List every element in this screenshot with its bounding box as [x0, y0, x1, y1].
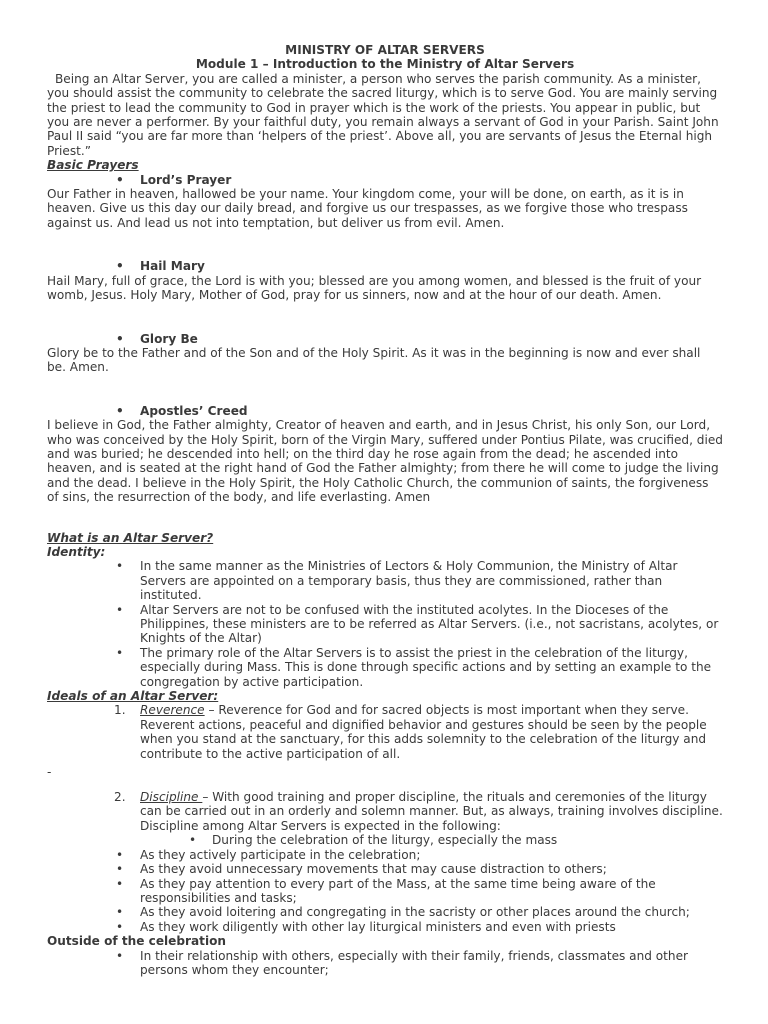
list-item: [47, 949, 723, 978]
bullet-icon: •: [116, 403, 124, 418]
ideal-term: Reverence: [140, 703, 205, 718]
spacer: [47, 303, 723, 332]
list-item-text: In the same manner as the Ministries of Lectors & Holy Communion, the Ministry of Altar Servers are appointed on a temporary basis, thus they are commissioned, rather than instituted.: [140, 559, 678, 603]
prayer-heading-lords-prayer: [47, 173, 723, 187]
bullet-icon: •: [116, 847, 124, 862]
prayer-text-glory-be: Glory be to the Father and of the Son and of the Holy Spirit. As it was in the beginning is now and ever shall be. Amen.: [47, 345, 701, 375]
list-item-text: The primary role of the Altar Servers is to assist the priest in the celebration of the liturgy, especially during Mass. This is done through specific actions and by setting an example to the congregation by active participation.: [140, 645, 712, 689]
bullet-icon: •: [116, 876, 124, 891]
list-item-text: In their relationship with others, especially with their family, friends, classmates and other persons whom they encounter;: [140, 948, 688, 977]
outside-list: [47, 949, 723, 978]
identity-list: [47, 559, 723, 689]
prayer-heading-apostles-creed: [47, 404, 723, 418]
prayer-name: Hail Mary: [140, 259, 205, 274]
list-item: [47, 603, 723, 646]
bullet-icon: •: [116, 331, 124, 346]
list-item: [47, 559, 723, 602]
bullet-icon: •: [116, 602, 124, 617]
list-item-text: As they avoid loitering and congregating in the sacristy or other places around the church;: [140, 905, 690, 920]
list-item: [47, 862, 723, 876]
bullet-icon: •: [116, 919, 124, 934]
list-item: [47, 646, 723, 689]
basic-prayers-heading: Basic Prayers: [47, 158, 139, 173]
bullet-icon: •: [116, 172, 124, 187]
list-item-text: As they work diligently with other lay liturgical ministers and even with priests: [140, 919, 616, 934]
bullet-icon: •: [116, 862, 124, 877]
spacer: [47, 375, 723, 404]
prayer-name: Glory Be: [140, 331, 198, 346]
ideal-term: Discipline: [140, 790, 203, 805]
list-item: [47, 920, 723, 934]
ideals-list: [47, 703, 723, 761]
list-item-text: Altar Servers are not to be confused with the instituted acolytes. In the Dioceses of the Philippines, these ministers are to be referred as Altar Servers. (i.e., not sacristans, acolytes, or Knights of the Altar): [140, 602, 719, 646]
stray-dash: -: [47, 765, 52, 780]
what-is-altar-server-heading: What is an Altar Server?: [47, 530, 214, 545]
ideals-list-continued: [47, 790, 723, 833]
prayer-name: Apostles’ Creed: [140, 403, 248, 418]
bullet-icon: •: [116, 905, 124, 920]
spacer: [47, 230, 723, 259]
prayer-heading-glory-be: [47, 332, 723, 346]
prayer-name: Lord’s Prayer: [140, 172, 232, 187]
list-number: 1.: [114, 703, 126, 718]
bullet-icon: •: [116, 645, 124, 660]
identity-heading: Identity:: [47, 544, 106, 559]
prayer-heading-hail-mary: [47, 259, 723, 273]
prayer-text-apostles-creed: I believe in God, the Father almighty, Creator of heaven and earth, and in Jesus Christ, his only Son, our Lord, who was conceived by the Holy Spirit, born of the Virgin Mary, suffered under Pontius Pilate, was crucified, died and was buried; he descended into hell; on the third day he rose again from the dead; he ascended into heaven, and is seated at the right hand of God the Father almighty; from there he will come to judge the living and the dead. I believe in the Holy Spirit, the Holy Catholic Church, the communion of saints, the forgiveness of sins, the resurrection of the body, and life everlasting. Amen: [47, 418, 723, 505]
ideal-item-reverence: [47, 703, 723, 761]
bullet-icon: •: [189, 833, 197, 848]
ideal-text: – Reverence for God and for sacred objects is most important when they serve. Reverent actions, peaceful and dignified behavior and gestures should be seen by the people when you stand at the sanctuary, for this adds solemnity to the celebration of the liturgy and contribute to the active participation of all.: [140, 703, 707, 761]
prayer-text-hail-mary: Hail Mary, full of grace, the Lord is with you; blessed are you among women, and blessed is the fruit of your womb, Jesus. Holy Mary, Mother of God, pray for us sinners, now and at the hour of our death. Amen.: [47, 273, 702, 303]
list-item: [47, 877, 723, 906]
list-item-text: As they avoid unnecessary movements that may cause distraction to others;: [140, 862, 607, 877]
sub-item-text: During the celebration of the liturgy, especially the mass: [212, 833, 558, 848]
prayer-text-lords-prayer: Our Father in heaven, hallowed be your name. Your kingdom come, your will be done, on earth, as it is in heaven. Give us this day our daily bread, and forgive us our trespasses, as we forgive those who trespass against us. And lead us not into temptation, but deliver us from evil. Amen.: [47, 187, 688, 230]
outside-celebration-heading: Outside of the celebration: [47, 934, 227, 949]
spacer: [47, 505, 723, 531]
list-item-text: As they actively participate in the celebration;: [140, 847, 421, 862]
document-page: [47, 43, 723, 977]
list-item: [47, 848, 723, 862]
bullet-icon: •: [116, 559, 124, 574]
ideals-heading: Ideals of an Altar Server:: [47, 689, 219, 704]
document-title: MINISTRY OF ALTAR SERVERS: [285, 43, 485, 57]
discipline-sub-item: [47, 833, 723, 847]
stray-dash-line: [47, 761, 723, 790]
ideal-text: – With good training and proper discipline, the rituals and ceremonies of the liturgy can be carried out in an orderly and solemn manner. But, as always, training involves discipline. Discipline among Altar Servers is expected in the following:: [140, 790, 723, 833]
ideal-item-discipline: [47, 790, 723, 833]
list-item: [47, 905, 723, 919]
discipline-list: [47, 848, 723, 934]
module-subtitle: Module 1 – Introduction to the Ministry of Altar Servers: [195, 57, 575, 72]
intro-paragraph: Being an Altar Server, you are called a minister, a person who serves the parish community. As a minister, you should assist the community to celebrate the sacred liturgy, which is to serve God. You are mainly serving the priest to lead the community to God in prayer which is the work of the priests. You appear in public, but you are never a performer. By your faithful duty, you remain always a servant of God in your Parish. Saint John Paul II said “you are far more than ‘helpers of the priest’. Above all, you are servants of Jesus the Eternal high Priest.”: [47, 71, 719, 158]
list-number: 2.: [114, 790, 126, 805]
list-item-text: As they pay attention to every part of the Mass, at the same time being aware of the responsibilities and tasks;: [140, 876, 656, 905]
bullet-icon: •: [116, 259, 124, 274]
bullet-icon: •: [116, 948, 124, 963]
